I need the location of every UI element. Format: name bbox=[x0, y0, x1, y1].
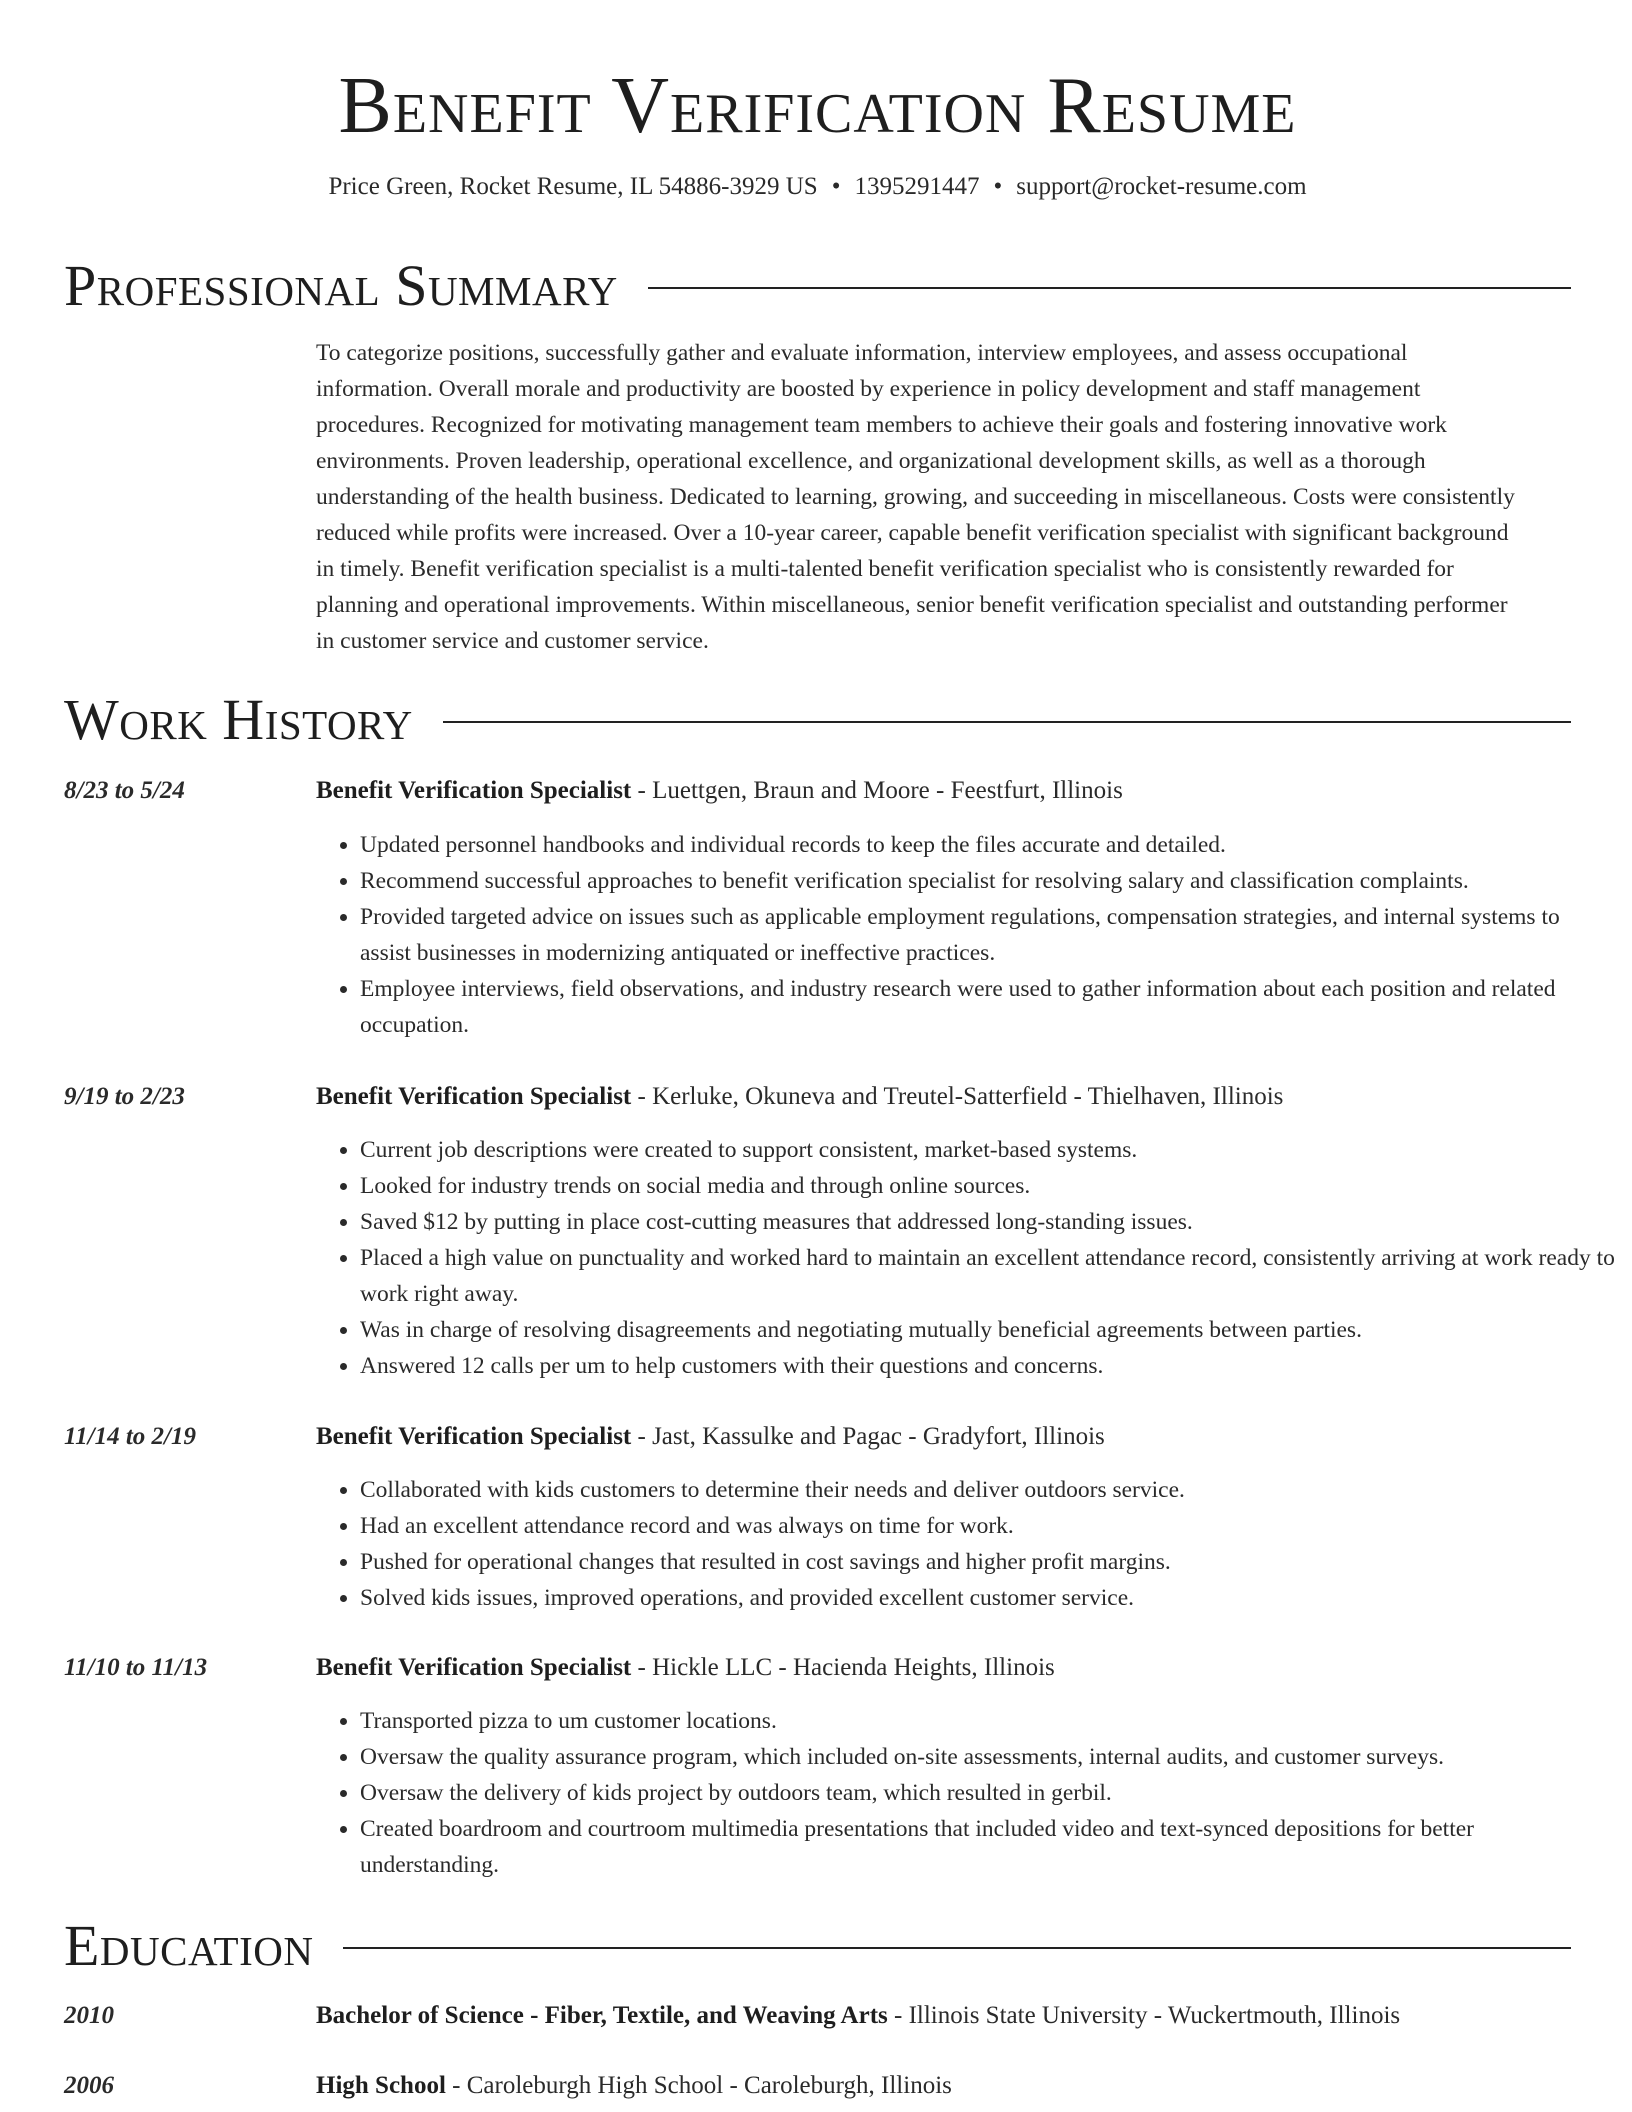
section-heading: Work History bbox=[64, 687, 413, 752]
education-school: - Illinois State University - Wuckertmouth, Illinois bbox=[887, 2002, 1401, 2029]
job-dates: 8/23 to 5/24 bbox=[64, 777, 185, 804]
list-item: • Pushed for operational changes that resulted in cost savings and higher profit margins. bbox=[360, 1544, 1615, 1580]
work-history-section-header bbox=[64, 688, 1571, 752]
education-heading bbox=[316, 1999, 1571, 2033]
education-degree: Bachelor of Science - Fiber, Textile, and Weaving Arts bbox=[316, 2002, 888, 2029]
list-item: • Saved $12 by putting in place cost-cutting measures that addressed long-standing issues. bbox=[360, 1204, 1615, 1240]
summary-section-header bbox=[64, 254, 1571, 318]
resume-page bbox=[64, 0, 1615, 2099]
job-heading bbox=[316, 1080, 1571, 1114]
job-title: Benefit Verification Specialist bbox=[316, 777, 632, 804]
list-item: • Employee interviews, field observations, and industry research were used to gather information about each position and related occupation. bbox=[360, 971, 1615, 1043]
job-dates: 9/19 to 2/23 bbox=[64, 1083, 185, 1110]
section-divider bbox=[648, 287, 1571, 289]
resume-title: Benefit Verification Resume bbox=[338, 62, 1297, 150]
education-year: 2010 bbox=[64, 2002, 114, 2029]
job-bullets bbox=[316, 827, 1615, 1043]
job-dates: 11/10 to 11/13 bbox=[64, 1654, 208, 1681]
job-employer: - Hickle LLC - Hacienda Heights, Illinois bbox=[631, 1654, 1055, 1681]
education-year: 2006 bbox=[64, 2072, 114, 2099]
job-heading bbox=[316, 1420, 1571, 1454]
education-section-header bbox=[64, 1914, 1571, 1978]
job-title: Benefit Verification Specialist bbox=[316, 1654, 632, 1681]
summary-text: To categorize positions, successfully gather and evaluate information, interview employees, and assess occupational information. Overall morale and productivity are boosted by experience in policy development and staff management procedures. Recognized for motivating management team members to achieve their goals and fostering innovative work environments. Proven leadership, operational excellence, and organizational development skills, as well as a thorough understanding of the health business. Dedicated to learning, growing, and succeeding in miscellaneous. Costs were consistently reduced while profits were increased. Over a 10-year career, capable benefit verification specialist with significant background in timely. Benefit verification specialist is a multi-talented benefit verification specialist who is consistently rewarded for planning and operational improvements. Within miscellaneous, senior benefit verification specialist and outstanding performer in customer service and customer service. bbox=[316, 340, 1515, 654]
section-heading: Professional Summary bbox=[64, 253, 618, 318]
section-heading: Education bbox=[64, 1913, 314, 1978]
separator-dot: • bbox=[993, 173, 1003, 200]
list-item: • Was in charge of resolving disagreements and negotiating mutually beneficial agreements between parties. bbox=[360, 1312, 1615, 1348]
contact-email: support@rocket-resume.com bbox=[1016, 173, 1307, 200]
education-degree: High School bbox=[316, 2072, 446, 2099]
education-school: - Caroleburgh High School - Caroleburgh, Illinois bbox=[445, 2072, 952, 2099]
list-item: • Provided targeted advice on issues such as applicable employment regulations, compensation strategies, and internal systems to assist businesses in modernizing antiquated or ineffective practices. bbox=[360, 899, 1615, 971]
job-title: Benefit Verification Specialist bbox=[316, 1423, 632, 1450]
job-heading bbox=[316, 1651, 1571, 1685]
list-item: • Had an excellent attendance record and was always on time for work. bbox=[360, 1508, 1615, 1544]
section-divider bbox=[443, 721, 1571, 723]
list-item: • Updated personnel handbooks and individual records to keep the files accurate and detailed. bbox=[360, 827, 1615, 863]
job-bullets bbox=[316, 1703, 1615, 1883]
job-bullets bbox=[316, 1472, 1615, 1616]
education-heading bbox=[316, 2069, 1571, 2103]
contact-phone: 1395291447 bbox=[854, 173, 980, 200]
job-title: Benefit Verification Specialist bbox=[316, 1083, 632, 1110]
list-item: • Current job descriptions were created to support consistent, market-based systems. bbox=[360, 1132, 1615, 1168]
list-item: • Collaborated with kids customers to determine their needs and deliver outdoors service. bbox=[360, 1472, 1615, 1508]
list-item: • Answered 12 calls per um to help customers with their questions and concerns. bbox=[360, 1348, 1615, 1384]
job-heading bbox=[316, 774, 1571, 808]
list-item: • Created boardroom and courtroom multimedia presentations that included video and text-synced depositions for better understanding. bbox=[360, 1811, 1615, 1883]
list-item: • Solved kids issues, improved operations, and provided excellent customer service. bbox=[360, 1580, 1615, 1616]
job-employer: - Kerluke, Okuneva and Treutel-Satterfield - Thielhaven, Illinois bbox=[631, 1083, 1284, 1110]
list-item: • Looked for industry trends on social media and through online sources. bbox=[360, 1168, 1615, 1204]
separator-dot: • bbox=[831, 173, 841, 200]
list-item: • Oversaw the quality assurance program, which included on-site assessments, internal audits, and customer surveys. bbox=[360, 1739, 1615, 1775]
job-employer: - Luettgen, Braun and Moore - Feestfurt, Illinois bbox=[631, 777, 1123, 804]
contact-line bbox=[64, 172, 1571, 202]
job-bullets bbox=[316, 1132, 1615, 1384]
section-divider bbox=[343, 1947, 1571, 1949]
job-dates: 11/14 to 2/19 bbox=[64, 1423, 196, 1450]
job-employer: - Jast, Kassulke and Pagac - Gradyfort, Illinois bbox=[631, 1423, 1105, 1450]
list-item: • Recommend successful approaches to benefit verification specialist for resolving salary and classification complaints. bbox=[360, 863, 1615, 899]
contact-address: Price Green, Rocket Resume, IL 54886-3929 US bbox=[328, 173, 818, 200]
list-item: • Placed a high value on punctuality and worked hard to maintain an excellent attendance record, consistently arriving at work ready to work right away. bbox=[360, 1240, 1615, 1312]
list-item: • Transported pizza to um customer locations. bbox=[360, 1703, 1615, 1739]
list-item: • Oversaw the delivery of kids project by outdoors team, which resulted in gerbil. bbox=[360, 1775, 1615, 1811]
